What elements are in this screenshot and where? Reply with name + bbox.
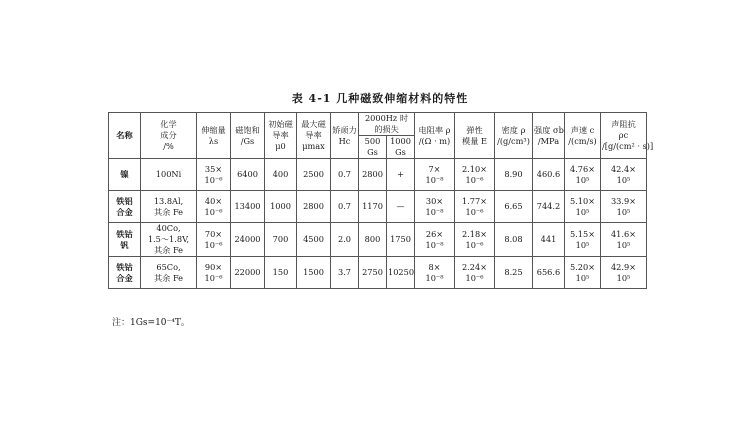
cell-name: 铁钴 钒 bbox=[109, 223, 141, 257]
cell-name: 铁钴 合金 bbox=[109, 257, 141, 289]
cell-acoustic-impedance: 33.9× 10⁵ bbox=[601, 191, 647, 223]
cell-sound-speed: 5.10× 10⁵ bbox=[565, 191, 601, 223]
cell-loss-500: 2750 bbox=[359, 257, 387, 289]
cell-elastic-modulus: 1.77× 10⁻⁶ bbox=[455, 191, 495, 223]
header-acoustic-impedance: 声阻抗 ρc /[g/(cm² · s)] bbox=[601, 113, 647, 159]
header-initial-permeability: 初始磁 导率 μ0 bbox=[265, 113, 297, 159]
cell-acoustic-impedance: 42.4× 10⁵ bbox=[601, 159, 647, 191]
cell-coercivity: 2.0 bbox=[331, 223, 359, 257]
cell-loss-1000: + bbox=[387, 159, 415, 191]
cell-density: 6.65 bbox=[495, 191, 533, 223]
cell-elastic-modulus: 2.10× 10⁻⁶ bbox=[455, 159, 495, 191]
header-saturation: 磁饱和 /Gs bbox=[231, 113, 265, 159]
header-resistivity: 电阻率 ρ /(Ω · m) bbox=[415, 113, 455, 159]
cell-resistivity: 8× 10⁻⁸ bbox=[415, 257, 455, 289]
cell-acoustic-impedance: 42.9× 10⁵ bbox=[601, 257, 647, 289]
cell-composition: 100Ni bbox=[141, 159, 197, 191]
table-row bbox=[109, 257, 647, 289]
cell-max-permeability: 2500 bbox=[297, 159, 331, 191]
cell-initial-permeability: 150 bbox=[265, 257, 297, 289]
header-name: 名称 bbox=[109, 113, 141, 159]
cell-loss-1000: — bbox=[387, 191, 415, 223]
cell-strength: 744.2 bbox=[533, 191, 565, 223]
cell-magnetostriction: 40× 10⁻⁶ bbox=[197, 191, 231, 223]
header-sound-speed: 声速 c /(cm/s) bbox=[565, 113, 601, 159]
cell-coercivity: 0.7 bbox=[331, 159, 359, 191]
cell-loss-1000: 1750 bbox=[387, 223, 415, 257]
cell-resistivity: 30× 10⁻⁸ bbox=[415, 191, 455, 223]
header-coercivity: 矫顽力 Hc bbox=[331, 113, 359, 159]
cell-density: 8.25 bbox=[495, 257, 533, 289]
cell-density: 8.08 bbox=[495, 223, 533, 257]
cell-magnetostriction: 90× 10⁻⁶ bbox=[197, 257, 231, 289]
table-footnote: 注：1Gs=10⁻⁴T。 bbox=[112, 318, 190, 328]
cell-composition: 40Co, 1.5～1.8V, 其余 Fe bbox=[141, 223, 197, 257]
cell-elastic-modulus: 2.18× 10⁻⁶ bbox=[455, 223, 495, 257]
cell-acoustic-impedance: 41.6× 10⁵ bbox=[601, 223, 647, 257]
cell-max-permeability: 1500 bbox=[297, 257, 331, 289]
cell-magnetostriction: 35× 10⁻⁶ bbox=[197, 159, 231, 191]
header-density: 密度 ρ /(g/cm³) bbox=[495, 113, 533, 159]
cell-saturation: 24000 bbox=[231, 223, 265, 257]
cell-resistivity: 26× 10⁻⁸ bbox=[415, 223, 455, 257]
material-properties-table bbox=[108, 112, 654, 289]
cell-loss-500: 2800 bbox=[359, 159, 387, 191]
table-title: 表 4-1 几种磁致伸缩材料的特性 bbox=[291, 92, 469, 105]
cell-initial-permeability: 400 bbox=[265, 159, 297, 191]
cell-strength: 656.6 bbox=[533, 257, 565, 289]
cell-name: 镍 bbox=[109, 159, 141, 191]
header-strength: 强度 σb /MPa bbox=[533, 113, 565, 159]
table-row bbox=[109, 223, 647, 257]
cell-max-permeability: 4500 bbox=[297, 223, 331, 257]
cell-sound-speed: 5.15× 10⁵ bbox=[565, 223, 601, 257]
cell-sound-speed: 4.76× 10⁵ bbox=[565, 159, 601, 191]
cell-strength: 460.6 bbox=[533, 159, 565, 191]
header-elastic-modulus: 弹性 模量 E bbox=[455, 113, 495, 159]
header-composition: 化学 成分 /% bbox=[141, 113, 197, 159]
table-row bbox=[109, 191, 647, 223]
cell-loss-500: 1170 bbox=[359, 191, 387, 223]
cell-coercivity: 3.7 bbox=[331, 257, 359, 289]
cell-sound-speed: 5.20× 10⁵ bbox=[565, 257, 601, 289]
cell-magnetostriction: 70× 10⁻⁶ bbox=[197, 223, 231, 257]
header-max-permeability: 最大磁 导率 μmax bbox=[297, 113, 331, 159]
table-body bbox=[109, 113, 654, 289]
table-row bbox=[109, 159, 647, 191]
cell-resistivity: 7× 10⁻⁸ bbox=[415, 159, 455, 191]
header-row bbox=[109, 113, 647, 136]
header-loss-500: 500 Gs bbox=[359, 136, 387, 159]
cell-saturation: 6400 bbox=[231, 159, 265, 191]
cell-saturation: 22000 bbox=[231, 257, 265, 289]
header-magnetostriction: 伸缩量 λs bbox=[197, 113, 231, 159]
cell-max-permeability: 2800 bbox=[297, 191, 331, 223]
header-loss-1000: 1000 Gs bbox=[387, 136, 415, 159]
cell-coercivity: 0.7 bbox=[331, 191, 359, 223]
cell-saturation: 13400 bbox=[231, 191, 265, 223]
cell-composition: 65Co, 其余 Fe bbox=[141, 257, 197, 289]
cell-strength: 441 bbox=[533, 223, 565, 257]
cell-composition: 13.8Al, 其余 Fe bbox=[141, 191, 197, 223]
cell-initial-permeability: 700 bbox=[265, 223, 297, 257]
header-loss-group: 2000Hz 时 的损失 bbox=[359, 113, 415, 136]
cell-density: 8.90 bbox=[495, 159, 533, 191]
cell-loss-500: 800 bbox=[359, 223, 387, 257]
cell-elastic-modulus: 2.24× 10⁻⁶ bbox=[455, 257, 495, 289]
cell-name: 铁铝 合金 bbox=[109, 191, 141, 223]
cell-initial-permeability: 1000 bbox=[265, 191, 297, 223]
cell-loss-1000: 10250 bbox=[387, 257, 415, 289]
